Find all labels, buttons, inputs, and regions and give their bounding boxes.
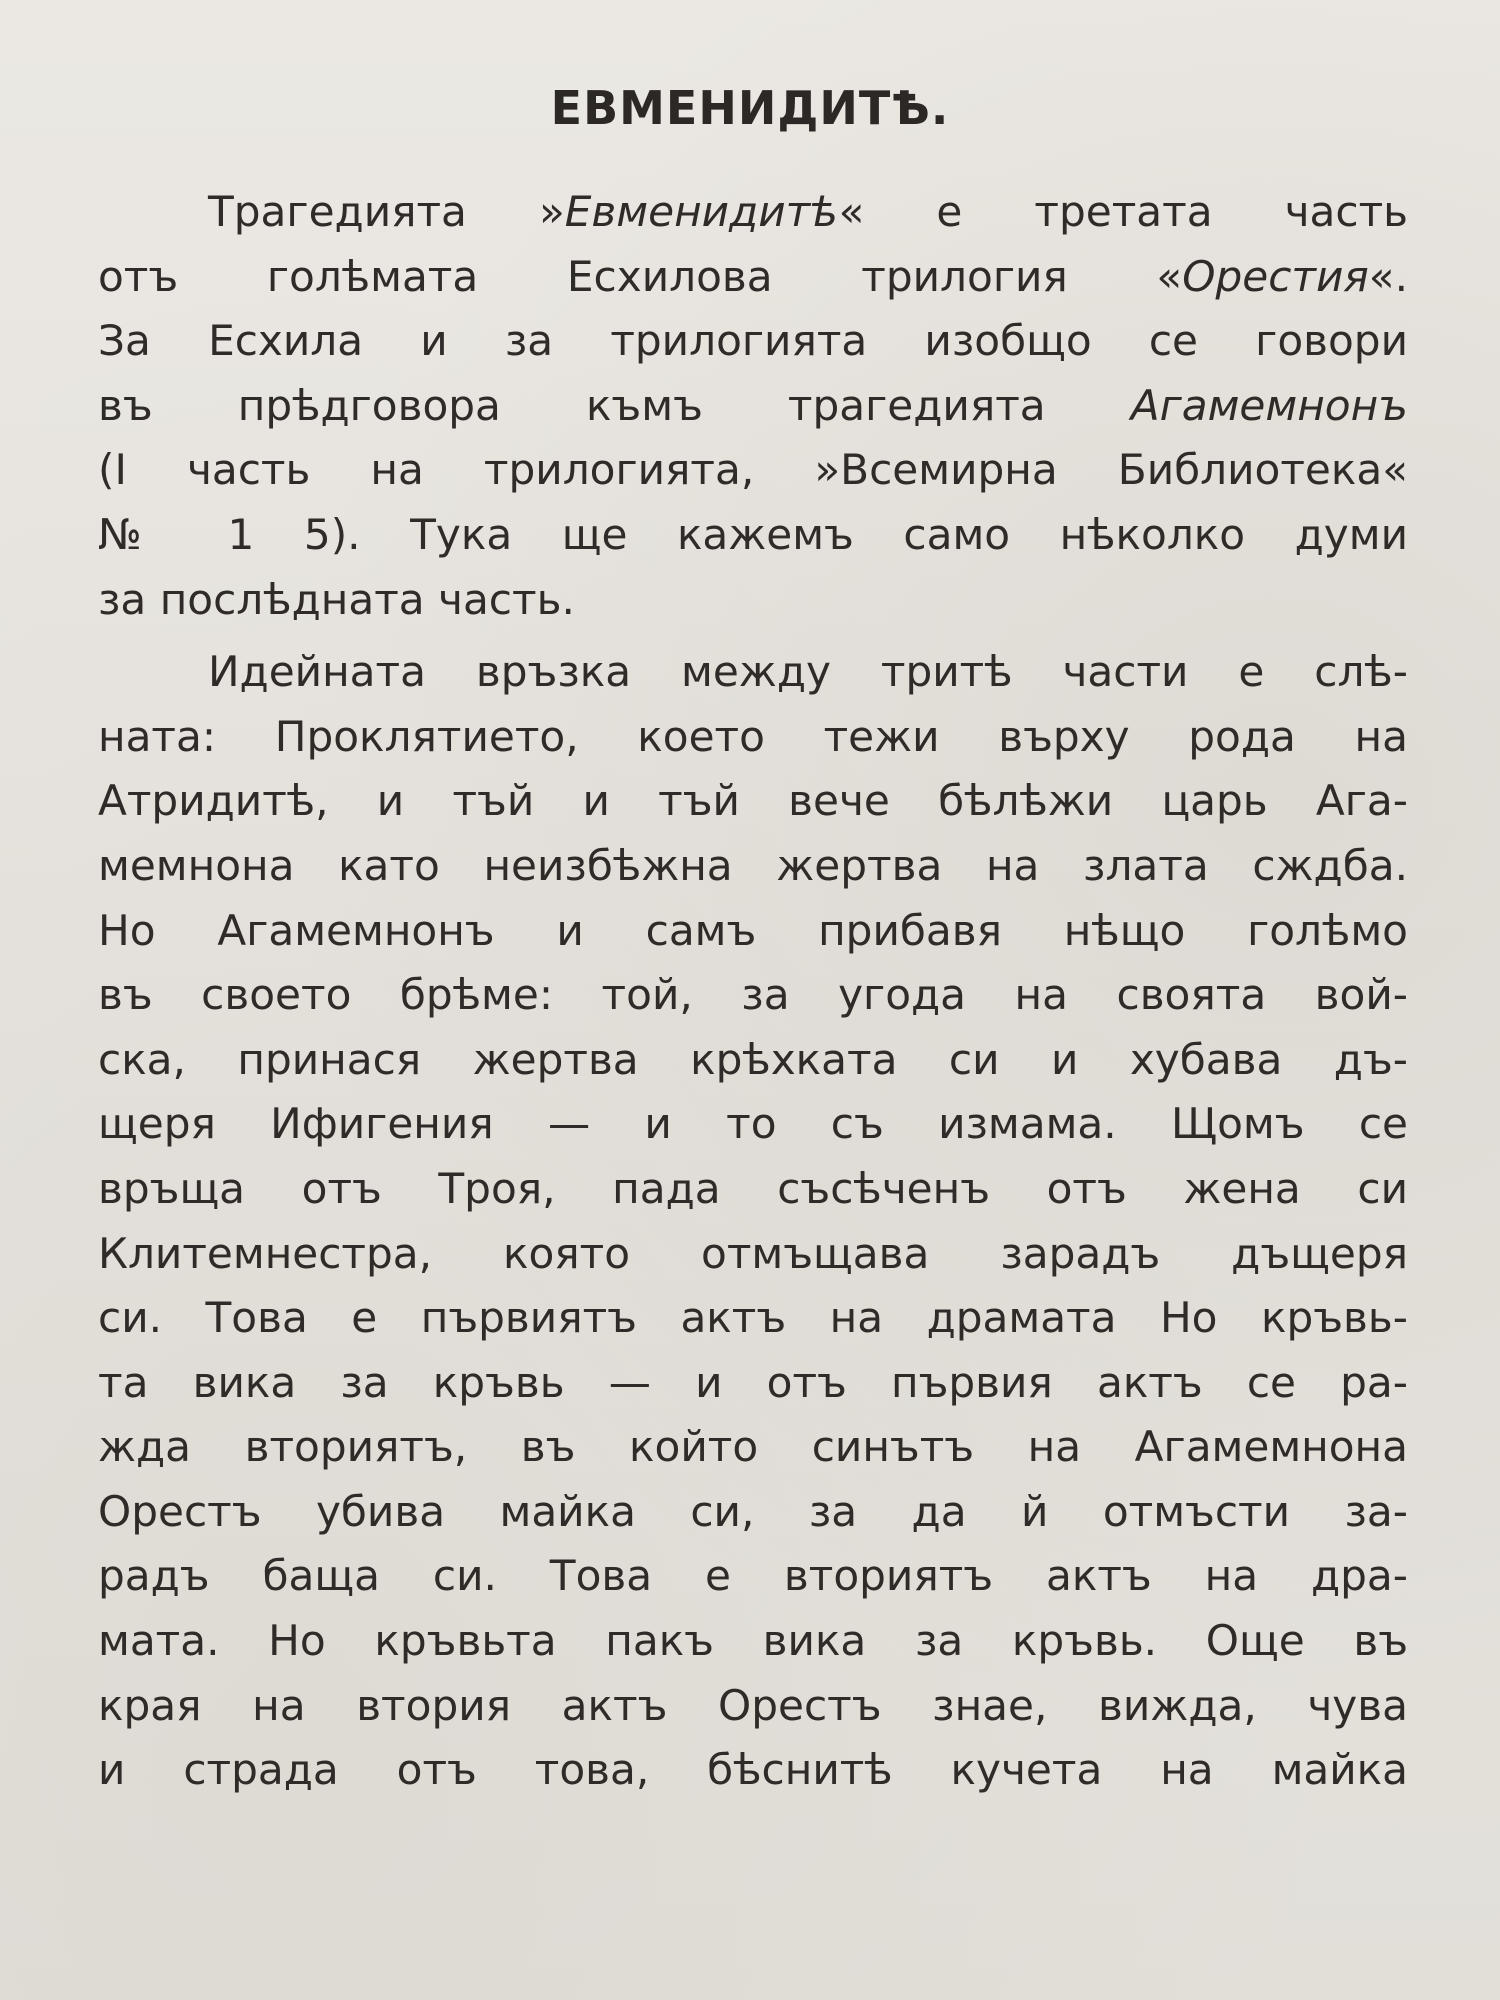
italic-title: Евменидитѣ <box>564 187 839 236</box>
paragraph-gap <box>98 632 1408 640</box>
text-line: края на втория актъ Орестъ знае, вижда, чува <box>98 1680 1408 1730</box>
text-line <box>98 309 1408 374</box>
text-run: «. <box>1368 251 1408 301</box>
text-line: та вика за кръвь — и отъ първия актъ се ра- <box>98 1357 1408 1407</box>
text-line: мемнона като неизбѣжна жертва на злата сждба. <box>98 840 1408 890</box>
italic-title: Агамемнонъ <box>1130 380 1408 430</box>
text-line <box>98 245 1408 310</box>
text-line <box>98 568 1408 633</box>
text-line: Клитемнестра, която отмъщава зарадъ дъщеря <box>98 1228 1408 1278</box>
text-line: ска, принася жертва крѣхката си и хубава дъ- <box>98 1034 1408 1084</box>
text-run: отъ голѣмата Есхилова трилогия « <box>98 251 1183 301</box>
text-line: Орестъ убива майка си, за да й отмъсти за- <box>98 1486 1408 1536</box>
text-run: За Есхила и за трилогията изобщо се говори <box>98 316 1408 366</box>
text-line: Атридитѣ, и тъй и тъй вече бѣлѣжи царь Ага- <box>98 776 1408 826</box>
paragraph-1 <box>98 180 1408 632</box>
text-run: Трагедията » <box>208 187 565 236</box>
text-line: и страда отъ това, бѣснитѣ кучета на майка <box>98 1745 1408 1795</box>
text-line: въ своето брѣме: той, за угода на своята вой- <box>98 970 1408 1020</box>
text-run: за послѣдната часть. <box>98 574 575 624</box>
text-line: Идейната връзка между тритѣ части е слѣ- <box>208 647 1408 697</box>
text-line <box>98 180 1408 245</box>
italic-title: Орестия <box>1182 251 1369 301</box>
text-line: си. Това е първиятъ актъ на драмата Но кръвь- <box>98 1293 1408 1343</box>
text-line <box>98 374 1408 439</box>
text-line: ната: Проклятието, което тежи върху рода на <box>98 711 1408 761</box>
text-run: № 1 5). Тука ще кажемъ само нѣколко думи <box>98 509 1408 559</box>
text-line: щеря Ифигения — и то съ измама. Щомъ се <box>98 1099 1408 1149</box>
text-run: въ прѣдговора къмъ трагедията <box>98 380 1131 430</box>
body-text <box>98 180 1408 1803</box>
text-line: радъ баща си. Това е вториятъ актъ на дра- <box>98 1551 1408 1601</box>
text-line <box>98 503 1408 568</box>
text-run: (I часть на трилогията, »Всемирна Библиотека« <box>98 445 1408 495</box>
paragraph-2 <box>98 640 1408 1803</box>
text-line: мата. Но кръвьта пакъ вика за кръвь. Още въ <box>98 1616 1408 1666</box>
text-line: Но Агамемнонъ и самъ прибавя нѣщо голѣмо <box>98 905 1408 955</box>
text-line <box>98 438 1408 503</box>
text-line: връща отъ Троя, пада съсѣченъ отъ жена си <box>98 1163 1408 1213</box>
text-line: жда вториятъ, въ който синътъ на Агамемнона <box>98 1422 1408 1472</box>
text-run: « е третата часть <box>838 187 1409 236</box>
page-title: ЕВМЕНИДИТѢ. <box>550 81 950 135</box>
